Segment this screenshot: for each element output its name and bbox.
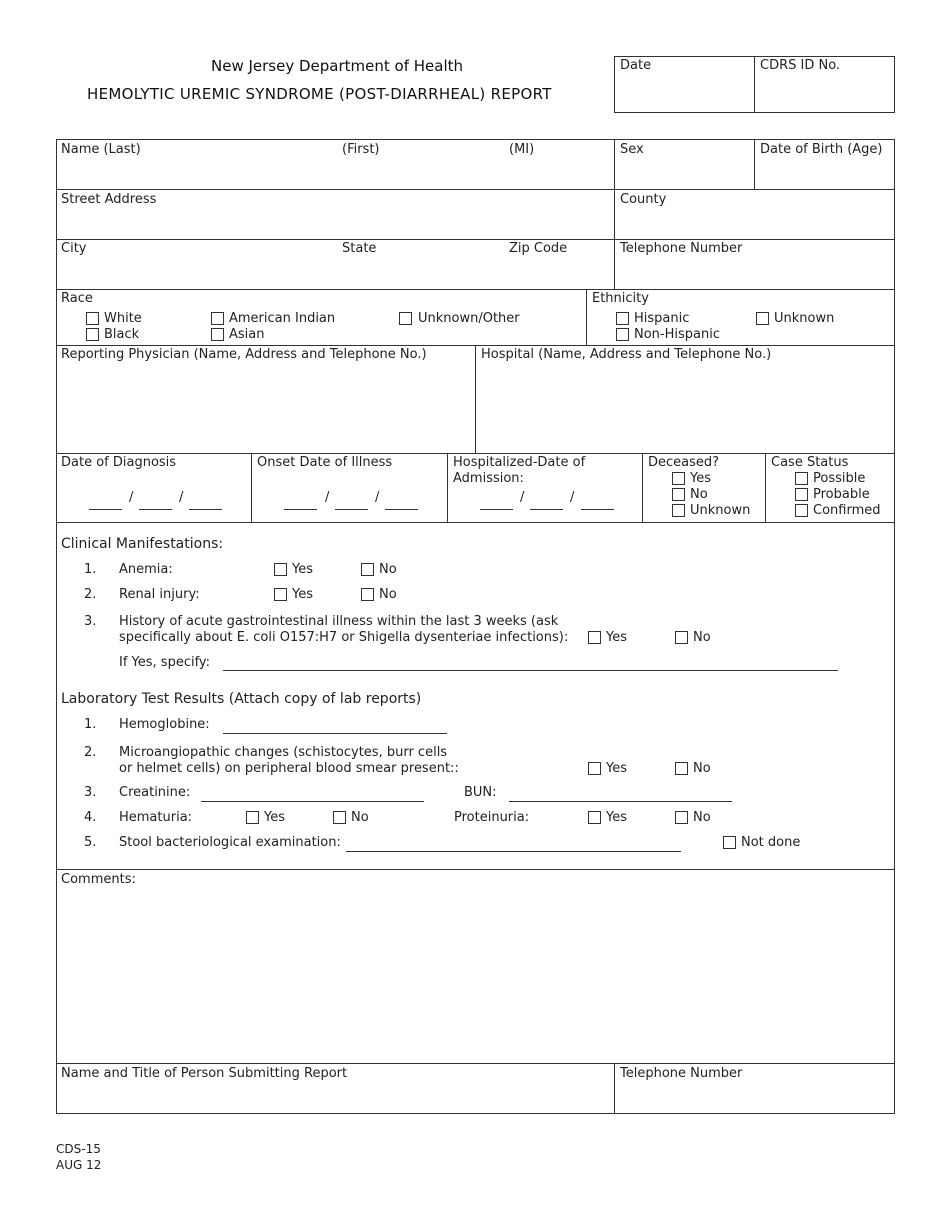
ethnicity-unknown-checkbox[interactable]	[756, 312, 769, 325]
admission-slash-1: /	[520, 490, 525, 505]
submitter-name-field[interactable]	[60, 1084, 610, 1110]
anemia-yes-label: Yes	[292, 562, 313, 577]
anemia-number: 1.	[84, 562, 97, 577]
creatinine-label: Creatinine:	[119, 785, 191, 800]
onset-day-line[interactable]	[335, 509, 368, 510]
reporting-physician-label: Reporting Physician (Name, Address and Telephone No.)	[61, 347, 427, 362]
bun-label: BUN:	[464, 785, 497, 800]
deceased-yes-checkbox[interactable]	[672, 472, 685, 485]
if-yes-specify-line[interactable]	[223, 670, 838, 671]
stool-exam-label: Stool bacteriological examination:	[119, 835, 341, 850]
diagnosis-day-line[interactable]	[139, 509, 172, 510]
if-yes-specify-label: If Yes, specify:	[119, 655, 211, 670]
telephone-label: Telephone Number	[620, 241, 743, 256]
renal-injury-number: 2.	[84, 587, 97, 602]
name-first-label: (First)	[342, 142, 380, 157]
stool-exam-line[interactable]	[346, 851, 681, 852]
case-possible-label: Possible	[813, 471, 866, 486]
gi-history-no-label: No	[693, 630, 711, 645]
ethnicity-label: Ethnicity	[592, 291, 649, 306]
deceased-yes-label: Yes	[690, 471, 711, 486]
admission-date-label-line2: Admission:	[453, 471, 524, 486]
creatinine-number: 3.	[84, 785, 97, 800]
date-of-diagnosis-label: Date of Diagnosis	[61, 455, 177, 470]
renal-injury-label: Renal injury:	[119, 587, 200, 602]
renal-injury-yes-checkbox[interactable]	[274, 588, 287, 601]
gi-history-label-line1: History of acute gastrointestinal illness within the last 3 weeks (ask	[119, 614, 559, 629]
race-asian-checkbox[interactable]	[211, 328, 224, 341]
admission-slash-2: /	[570, 490, 575, 505]
microangiopathic-number: 2.	[84, 745, 97, 760]
submitter-telephone-label: Telephone Number	[620, 1066, 743, 1081]
submitter-telephone-field[interactable]	[618, 1084, 890, 1110]
proteinuria-no-checkbox[interactable]	[675, 811, 688, 824]
diagnosis-slash-1: /	[129, 490, 134, 505]
stool-not-done-checkbox[interactable]	[723, 836, 736, 849]
hemoglobine-label: Hemoglobine:	[119, 717, 210, 732]
name-last-label: Name (Last)	[61, 142, 141, 157]
gi-history-yes-checkbox[interactable]	[588, 631, 601, 644]
zip-label: Zip Code	[509, 241, 568, 256]
onset-year-line[interactable]	[385, 509, 418, 510]
race-unknown-other-label: Unknown/Other	[418, 311, 520, 326]
anemia-no-checkbox[interactable]	[361, 563, 374, 576]
onset-slash-2: /	[375, 490, 380, 505]
gi-history-no-checkbox[interactable]	[675, 631, 688, 644]
ethnicity-hispanic-checkbox[interactable]	[616, 312, 629, 325]
ethnicity-non-hispanic-label: Non-Hispanic	[634, 327, 720, 342]
microangiopathic-label-line1: Microangiopathic changes (schistocytes, burr cells	[119, 745, 448, 760]
onset-date-label: Onset Date of Illness	[257, 455, 393, 470]
clinical-manifestations-heading: Clinical Manifestations:	[61, 536, 224, 552]
agency-name: New Jersey Department of Health	[211, 57, 464, 75]
comments-label: Comments:	[61, 872, 136, 887]
microangiopathic-no-label: No	[693, 761, 711, 776]
city-state-zip-field[interactable]	[60, 261, 610, 285]
renal-injury-no-checkbox[interactable]	[361, 588, 374, 601]
admission-month-line[interactable]	[480, 509, 513, 510]
race-black-checkbox[interactable]	[86, 328, 99, 341]
street-address-field[interactable]	[60, 212, 610, 236]
sex-field[interactable]	[618, 162, 750, 186]
reporting-physician-field[interactable]	[60, 366, 470, 450]
deceased-unknown-checkbox[interactable]	[672, 504, 685, 517]
telephone-field[interactable]	[618, 261, 890, 285]
city-label: City	[61, 241, 87, 256]
case-probable-label: Probable	[813, 487, 870, 502]
race-label: Race	[61, 291, 93, 306]
hematuria-yes-label: Yes	[264, 810, 285, 825]
anemia-label: Anemia:	[119, 562, 173, 577]
case-probable-checkbox[interactable]	[795, 488, 808, 501]
proteinuria-yes-label: Yes	[606, 810, 627, 825]
race-american-indian-label: American Indian	[229, 311, 336, 326]
hematuria-no-checkbox[interactable]	[333, 811, 346, 824]
stool-not-done-label: Not done	[741, 835, 801, 850]
date-field[interactable]	[618, 78, 750, 108]
hemoglobine-line[interactable]	[223, 733, 447, 734]
race-american-indian-checkbox[interactable]	[211, 312, 224, 325]
microangiopathic-yes-label: Yes	[606, 761, 627, 776]
admission-year-line[interactable]	[581, 509, 614, 510]
form-revision: AUG 12	[56, 1158, 102, 1172]
diagnosis-year-line[interactable]	[189, 509, 222, 510]
proteinuria-label: Proteinuria:	[454, 810, 530, 825]
deceased-no-checkbox[interactable]	[672, 488, 685, 501]
deceased-no-label: No	[690, 487, 708, 502]
cdrs-id-label: CDRS ID No.	[760, 58, 841, 73]
admission-date-label-line1: Hospitalized-Date of	[453, 455, 586, 470]
form-title: HEMOLYTIC UREMIC SYNDROME (POST-DIARRHEAL) REPORT	[87, 85, 552, 103]
case-possible-checkbox[interactable]	[795, 472, 808, 485]
cdrs-id-field[interactable]	[758, 78, 890, 108]
anemia-no-label: No	[379, 562, 397, 577]
onset-month-line[interactable]	[284, 509, 317, 510]
ethnicity-non-hispanic-checkbox[interactable]	[616, 328, 629, 341]
gi-history-yes-label: Yes	[606, 630, 627, 645]
state-label: State	[342, 241, 377, 256]
dob-field[interactable]	[758, 162, 890, 186]
race-unknown-other-checkbox[interactable]	[399, 312, 412, 325]
street-address-label: Street Address	[61, 192, 157, 207]
gi-history-number: 3.	[84, 614, 97, 629]
form-id: CDS-15	[56, 1142, 101, 1156]
date-label: Date	[620, 58, 652, 73]
hospital-label: Hospital (Name, Address and Telephone No.)	[481, 347, 772, 362]
diagnosis-month-line[interactable]	[89, 509, 122, 510]
microangiopathic-no-checkbox[interactable]	[675, 762, 688, 775]
creatinine-line[interactable]	[201, 801, 424, 802]
comments-field[interactable]	[60, 890, 890, 1060]
county-field[interactable]	[618, 212, 890, 236]
proteinuria-no-label: No	[693, 810, 711, 825]
race-white-checkbox[interactable]	[86, 312, 99, 325]
hematuria-number: 4.	[84, 810, 97, 825]
admission-day-line[interactable]	[530, 509, 563, 510]
renal-injury-yes-label: Yes	[292, 587, 313, 602]
hematuria-no-label: No	[351, 810, 369, 825]
race-black-label: Black	[104, 327, 140, 342]
name-mi-label: (MI)	[509, 142, 535, 157]
diagnosis-slash-2: /	[179, 490, 184, 505]
case-confirmed-checkbox[interactable]	[795, 504, 808, 517]
county-label: County	[620, 192, 667, 207]
race-white-label: White	[104, 311, 142, 326]
anemia-yes-checkbox[interactable]	[274, 563, 287, 576]
race-asian-label: Asian	[229, 327, 265, 342]
case-status-label: Case Status	[771, 455, 849, 470]
microangiopathic-label-line2: or helmet cells) on peripheral blood smear present::	[119, 761, 459, 776]
renal-injury-no-label: No	[379, 587, 397, 602]
gi-history-label-line2: specifically about E. coli O157:H7 or Shigella dysenteriae infections):	[119, 630, 569, 645]
proteinuria-yes-checkbox[interactable]	[588, 811, 601, 824]
bun-line[interactable]	[509, 801, 732, 802]
deceased-label: Deceased?	[648, 455, 720, 470]
lab-results-heading: Laboratory Test Results (Attach copy of lab reports)	[61, 691, 422, 707]
stool-exam-number: 5.	[84, 835, 97, 850]
ethnicity-unknown-label: Unknown	[774, 311, 835, 326]
hematuria-yes-checkbox[interactable]	[246, 811, 259, 824]
hospital-field[interactable]	[480, 366, 890, 450]
case-confirmed-label: Confirmed	[813, 503, 881, 518]
ethnicity-hispanic-label: Hispanic	[634, 311, 690, 326]
sex-label: Sex	[620, 142, 644, 157]
microangiopathic-yes-checkbox[interactable]	[588, 762, 601, 775]
deceased-unknown-label: Unknown	[690, 503, 751, 518]
onset-slash-1: /	[325, 490, 330, 505]
dob-label: Date of Birth (Age)	[760, 142, 883, 157]
name-field[interactable]	[60, 162, 610, 186]
hematuria-label: Hematuria:	[119, 810, 193, 825]
hemoglobine-number: 1.	[84, 717, 97, 732]
submitter-name-label: Name and Title of Person Submitting Report	[61, 1066, 348, 1081]
